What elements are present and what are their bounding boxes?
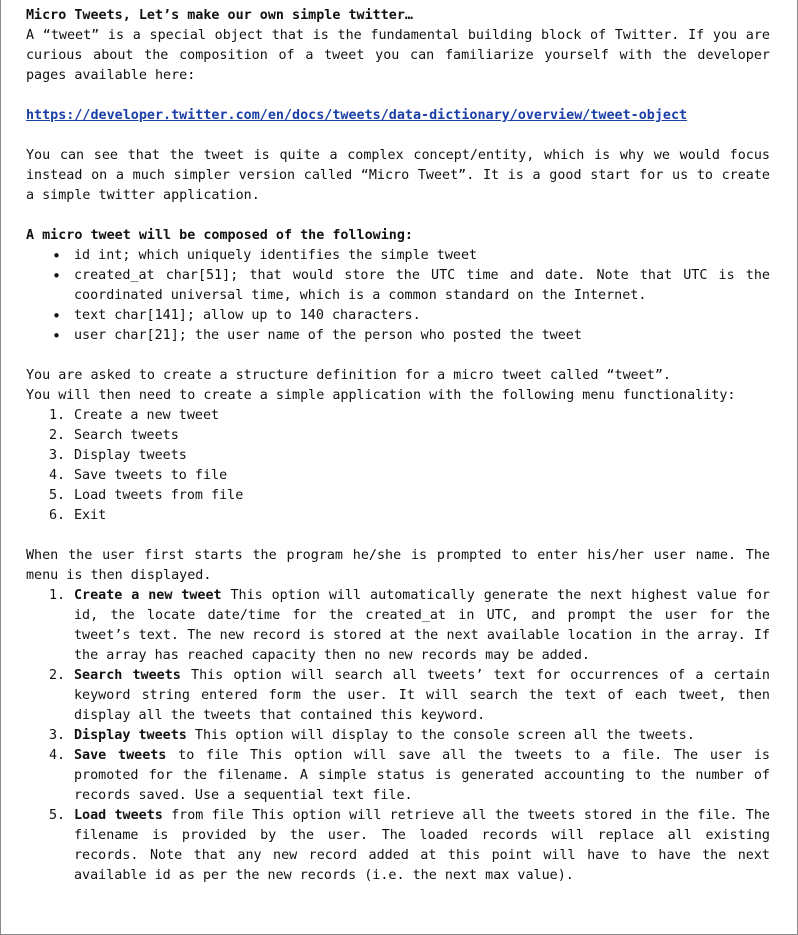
field-list	[26, 246, 770, 346]
intro-paragraph: A “tweet” is a special object that is the fundamental building block of Twitter. If you are curious about the composition of a tweet you can familiarize yourself with the developer pages available here:	[26, 28, 770, 83]
simpler-version-paragraph: You can see that the tweet is quite a complex concept/entity, which is why we would focus instead on a much simpler version called “Micro Tweet”. It is a good start for us to create a simple twitter application.	[26, 148, 770, 203]
field-item: • id int; which uniquely identifies the simple tweet	[74, 246, 770, 266]
menu-item: 4. Save tweets to file	[49, 468, 228, 483]
detail-item: 3. Display tweets This option will display to the console screen all the tweets.	[49, 728, 695, 743]
detail-item: 5. Load tweets from file This option will retrieve all the tweets stored in the file. The filename is provided by the user. The loaded records will replace all existing records. Note that any new record added at this point will have to have the next available id as per the new records (i.e. the next max value).	[49, 808, 770, 883]
menu-intro-paragraph: You will then need to create a simple application with the following menu functionality:	[26, 388, 736, 403]
menu-item: 3. Display tweets	[49, 448, 187, 463]
link-line	[26, 106, 770, 126]
menu-item: 2. Search tweets	[49, 428, 179, 443]
tweet-object-link[interactable]: https://developer.twitter.com/en/docs/tweets/data-dictionary/overview/tweet-object	[26, 108, 688, 123]
field-item: • created_at char[51]; that would store the UTC time and date. Note that UTC is the coordinated universal time, which is a common standard on the Internet.	[74, 266, 770, 306]
composed-heading: A micro tweet will be composed of the following:	[26, 228, 413, 243]
menu-item: 5. Load tweets from file	[49, 488, 244, 503]
structure-paragraph: You are asked to create a structure definition for a micro tweet called “tweet”.	[26, 368, 671, 383]
detail-item: 4. Save tweets to file This option will save all the tweets to a file. The user is promoted for the filename. A simple status is generated accounting to the number of records saved. Use a sequential text file.	[49, 748, 770, 803]
menu-list	[26, 406, 770, 526]
menu-details-list	[26, 586, 770, 886]
detail-item: 1. Create a new tweet This option will automatically generate the next highest value for id, the locate date/time for the created_at in UTC, and prompt the user for the tweet’s text. The new record is stored at the next available location in the array. If the array has reached capacity then no new records may be added.	[49, 588, 770, 663]
startup-paragraph: When the user first starts the program he/she is prompted to enter his/her user name. The menu is then displayed.	[26, 548, 770, 583]
doc-title: Micro Tweets, Let’s make our own simple twitter…	[26, 8, 413, 23]
detail-item: 2. Search tweets This option will search all tweets’ text for occurrences of a certain keyword string entered form the user. It will search the text of each tweet, then display all the tweets that contained this keyword.	[49, 668, 770, 723]
field-item: • text char[141]; allow up to 140 characters.	[74, 306, 770, 326]
menu-item: 1. Create a new tweet	[49, 408, 220, 423]
field-item: • user char[21]; the user name of the person who posted the tweet	[74, 326, 770, 346]
menu-item: 6. Exit	[49, 508, 107, 523]
